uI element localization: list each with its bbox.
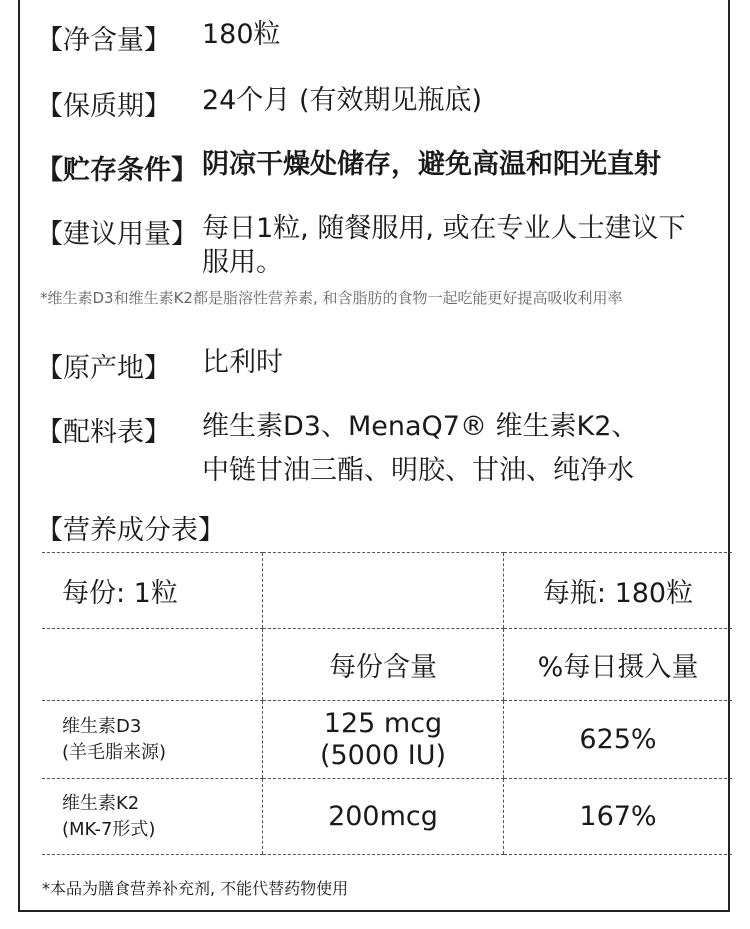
spec-label: 【保质期】 — [36, 91, 171, 122]
col-header-daily-value: %每日摄入量 — [504, 629, 733, 701]
nutrient-source: (羊毛脂来源) — [62, 741, 167, 763]
table-row — [42, 779, 732, 855]
col-header-amount: 每份含量 — [263, 629, 504, 701]
spec-row-net-content — [36, 18, 720, 57]
spec-value: 阴凉干燥处储存，避免高温和阳光直射 — [202, 149, 661, 180]
amount-iu: (5000 IU) — [319, 739, 447, 771]
nutrient-name — [42, 701, 263, 779]
ingredients-line-2: 中链甘油三酯、明胶、甘油、纯净水 — [202, 455, 634, 486]
table-header-row — [42, 553, 732, 629]
nutrition-title: 【营养成分表】 — [36, 515, 225, 546]
spec-label: 【原产地】 — [36, 353, 171, 384]
nutrient-label: 维生素K2 — [62, 792, 140, 814]
spec-label: 【净含量】 — [36, 25, 171, 56]
serving-size: 每份: 1粒 — [42, 553, 263, 629]
spec-value: 180粒 — [202, 19, 281, 50]
absorption-note: *维生素D3和维生素K2都是脂溶性营养素, 和含脂肪的食物一起吃能更好提高吸收利用率 — [40, 289, 623, 307]
supplement-disclaimer: *本品为膳食营养补充剂, 不能代替药物使用 — [42, 879, 349, 898]
spec-value: 比利时 — [202, 347, 283, 378]
spec-row-dosage — [36, 212, 720, 280]
nutrient-label: 维生素D3 — [62, 715, 142, 737]
nutrient-daily-value: 167% — [504, 779, 733, 855]
servings-per-bottle: 每瓶: 180粒 — [504, 553, 733, 629]
nutrient-source: (MK-7形式) — [62, 818, 156, 840]
table-row — [42, 701, 732, 779]
spec-value: 24个月 (有效期见瓶底) — [202, 85, 483, 116]
spec-row-origin — [36, 346, 720, 385]
spec-label: 【建议用量】 — [36, 219, 198, 250]
nutrient-amount: 200mcg — [263, 779, 504, 855]
empty-cell — [263, 553, 504, 629]
empty-cell — [42, 629, 263, 701]
spec-value: 每日1粒, 随餐服用, 或在专业人士建议下服用。 — [202, 213, 686, 278]
ingredients-line-1: 维生素D3、MenaQ7® 维生素K2、 — [202, 411, 639, 442]
nutrient-amount — [263, 701, 504, 779]
nutrient-name — [42, 779, 263, 855]
spec-label: 【贮存条件】 — [36, 155, 198, 186]
nutrient-daily-value: 625% — [504, 701, 733, 779]
spec-row-shelf-life — [36, 84, 720, 123]
spec-label: 【配料表】 — [36, 417, 171, 448]
nutrition-table — [42, 552, 732, 855]
amount-value: 125 mcg — [323, 707, 443, 739]
table-column-header-row — [42, 629, 732, 701]
spec-row-storage — [36, 148, 720, 187]
